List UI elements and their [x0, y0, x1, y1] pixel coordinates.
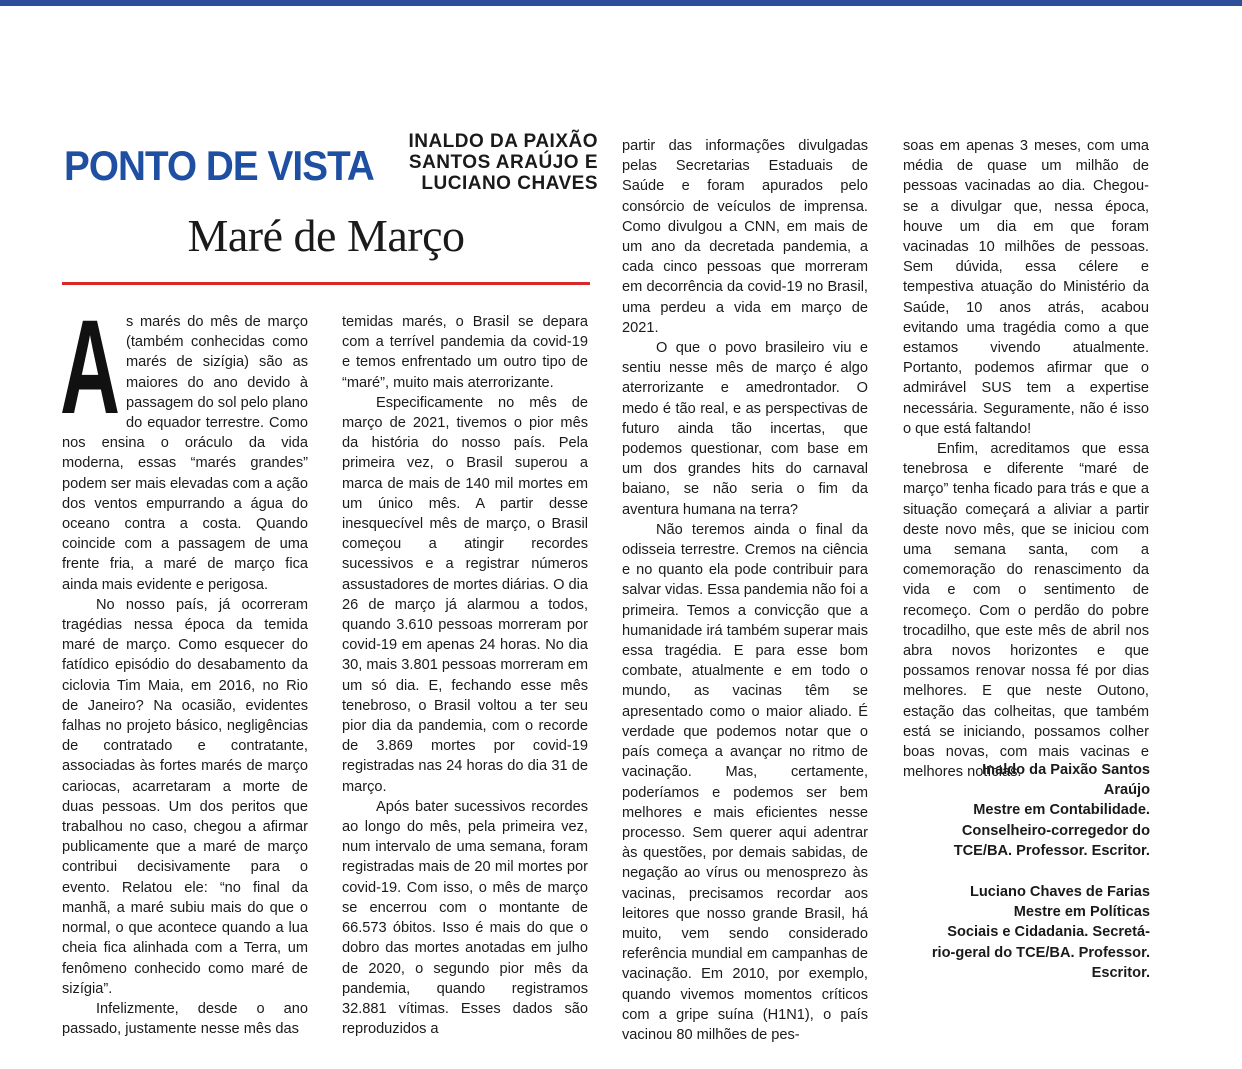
- paragraph: s marés do mês de março (também conhecidas como marés de sizígia) são as maiores do ano devido à passagem do sol pelo plano do equador terrestre. Como nos ensina o oráculo da vida moderna, essas “marés grandes” podem ser mais elevadas com a ação dos ventos empurrando a água do oceano contra a costa. Quando coincide com a passagem de uma frente fria, a maré de março fica ainda mais evidente e perigosa.: [62, 314, 308, 593]
- drop-cap: A: [60, 293, 121, 442]
- signature-line: Inaldo da Paixão Santos: [982, 762, 1150, 778]
- paragraph: Não teremos ainda o final da odisseia terrestre. Cremos na ciência e no quanto ela pode contribuir para salvar vidas. Essa pandemia não foi a primeira. Temos a convicção que a humanidade irá também superar mais essa tragédia. E para esse bom combate, atualmente e em todo o mundo, as vacinas têm se apresentado como o maior aliado. É verdade que podemos notar que o país começa a avançar no ritmo de vacinação. Mas, certamente, poderíamos e podemos ser bem melhores e mais eficientes nesse processo. Sem querer aqui adentrar às questões, por demais sabidas, de negação ao vírus ou menosprezo às vacinas, precisamos recordar aos leitores que nosso grande Brasil, há muito, vem sendo considerado referência mundial em campanhas de vacinação. Em 2010, por exemplo, quando vivemos momentos críticos com a gripe suína (H1N1), o país vacinou 80 milhões de pes-: [622, 521, 868, 1043]
- signature-line: Mestre em Políticas: [1013, 904, 1150, 921]
- paragraph: soas em apenas 3 meses, com uma média de quase um milhão de pessoas vacinadas ao dia. Chegou-se a divulgar que, nessa época, houve um dia em que foram vacinadas 10 milhões de pessoas. Sem dúvida, essa célere e tempestiva atuação do Ministério da Saúde, 10 anos atrás, acabou evitando uma tragédia como a que estamos vivendo atualmente. Portanto, podemos afirmar que o admirável SUS tem a expertise necessária. Seguramente, não é isso o que está faltando!: [903, 138, 1149, 437]
- signature-line: Luciano Chaves de Farias: [969, 884, 1150, 900]
- article-column-4: [903, 136, 1149, 783]
- top-border-bar: [0, 0, 1242, 6]
- signature-line: Mestre em Contabilidade.: [973, 802, 1150, 819]
- article-column-3: [622, 136, 868, 1045]
- signature-line: Conselheiro-corregedor do: [961, 822, 1150, 839]
- paragraph: Especificamente no mês de março de 2021, tivemos o pior mês da história do nosso país. Pela primeira vez, o Brasil superou a marca de mais de 140 mil mortes em um único mês. A partir desse inesquecível mês de março, o Brasil começou a atingir recordes sucessivos e a registrar números assustadores de mortes diárias. O dia 26 de março já alarmou a todos, quando 3.610 pessoas morreram por covid-19 em apenas 24 horas. No dia 30, mais 3.801 pessoas morreram em um só dia. E, fechando esse mês tenebroso, o Brasil voltou a ter seu pior dia da pandemia, com o recorde de 3.869 mortes por covid-19 registradas nas 24 horas do dia 31 de março.: [342, 394, 588, 795]
- paragraph: Enfim, acreditamos que essa tenebrosa e diferente “maré de março” tenha ficado para trás e que a situação começará a aliviar a partir deste novo mês, que se iniciou com uma semana santa, com a comemoração do renascimento da vida e com o sentimento de recomeço. Com o perdão do pobre trocadilho, que este mês de abril nos abra novos horizontes e que possamos renovar nossa fé por dias melhores. E que neste Outono, estação das colheitas, que também está se iniciando, possamos colher boas novas, com mais vacinas e melhores notícias.: [903, 441, 1149, 781]
- section-title: PONTO DE VISTA: [64, 142, 374, 189]
- author-byline: [400, 131, 598, 194]
- title-divider: [62, 282, 590, 285]
- paragraph: Após bater sucessivos recordes ao longo do mês, pela primeira vez, num intervalo de uma semana, foram registradas mais de 20 mil mortes por covid-19. Com isso, o mês de março se encerrou com o montante de 66.573 óbitos. Isso é mais do que o dobro das mortes anotadas em julho de 2020, o segundo pior mês da pandemia, quando registramos 32.881 vítimas. Esses dados são reproduzidos a: [342, 798, 588, 1038]
- author-line: LUCIANO CHAVES: [421, 173, 598, 194]
- signature-line: rio-geral do TCE/BA. Professor.: [931, 944, 1150, 961]
- signature-line: TCE/BA. Professor. Escritor.: [953, 842, 1150, 859]
- paragraph: No nosso país, já ocorreram tragédias nessa época da temida maré de março. Como esquecer do fatídico episódio do desabamento da ciclovia Tim Maia, em 2016, no Rio de Janeiro? Na ocasião, evidentes falhas no projeto básico, negligências de contratado e contratante, associadas às fortes marés de março cariocas, acarretaram a morte de duas pessoas. Um dos peritos que trabalhou no caso, chegou a afirmar publicamente que a maré de março contribui decisivamente para o evento. Relatou ele: “no final da manhã, a maré subiu mais do que o normal, o que acontece quando a lua cheia fica alinhada com a Terra, um fenômeno conhecido como maré de sizígia”.: [62, 596, 308, 997]
- author-signature-2: [880, 882, 1150, 983]
- article-title: Maré de Março: [187, 210, 465, 261]
- paragraph: O que o povo brasileiro viu e sentiu nesse mês de março é algo aterrorizante e amedrontador. O medo é tão real, e as perspectivas de futuro ainda tão incertas, que podemos questionar, com base em um dos grandes hits do carnaval baiano, se não seria o fim da aventura humana na terra?: [622, 340, 868, 518]
- paragraph: temidas marés, o Brasil se depara com a terrível pandemia da covid-19 e temos enfrentado um outro tipo de “maré”, muito mais aterrorizante.: [342, 314, 588, 391]
- article-column-2: [342, 312, 588, 1039]
- author-line: SANTOS ARAÚJO E: [408, 152, 598, 173]
- author-signature-1: [880, 760, 1150, 861]
- paragraph: Infelizmente, desde o ano passado, justamente nesse mês das: [62, 1000, 308, 1038]
- signature-line: Escritor.: [1091, 964, 1150, 981]
- paragraph: partir das informações divulgadas pelas Secretarias Estaduais de Saúde e foram apurados pelo consórcio de veículos de imprensa. Como divulgou a CNN, em mais de um ano da decretada pandemia, a cada cinco pessoas que morreram em decorrência da covid-19 no Brasil, uma perdeu a vida em março de 2021.: [622, 138, 868, 336]
- article-column-1: [60, 293, 308, 1039]
- author-line: INALDO DA PAIXÃO: [408, 131, 598, 152]
- signature-line: Araújo: [1103, 782, 1150, 799]
- signature-line: Sociais e Cidadania. Secretá-: [947, 924, 1150, 941]
